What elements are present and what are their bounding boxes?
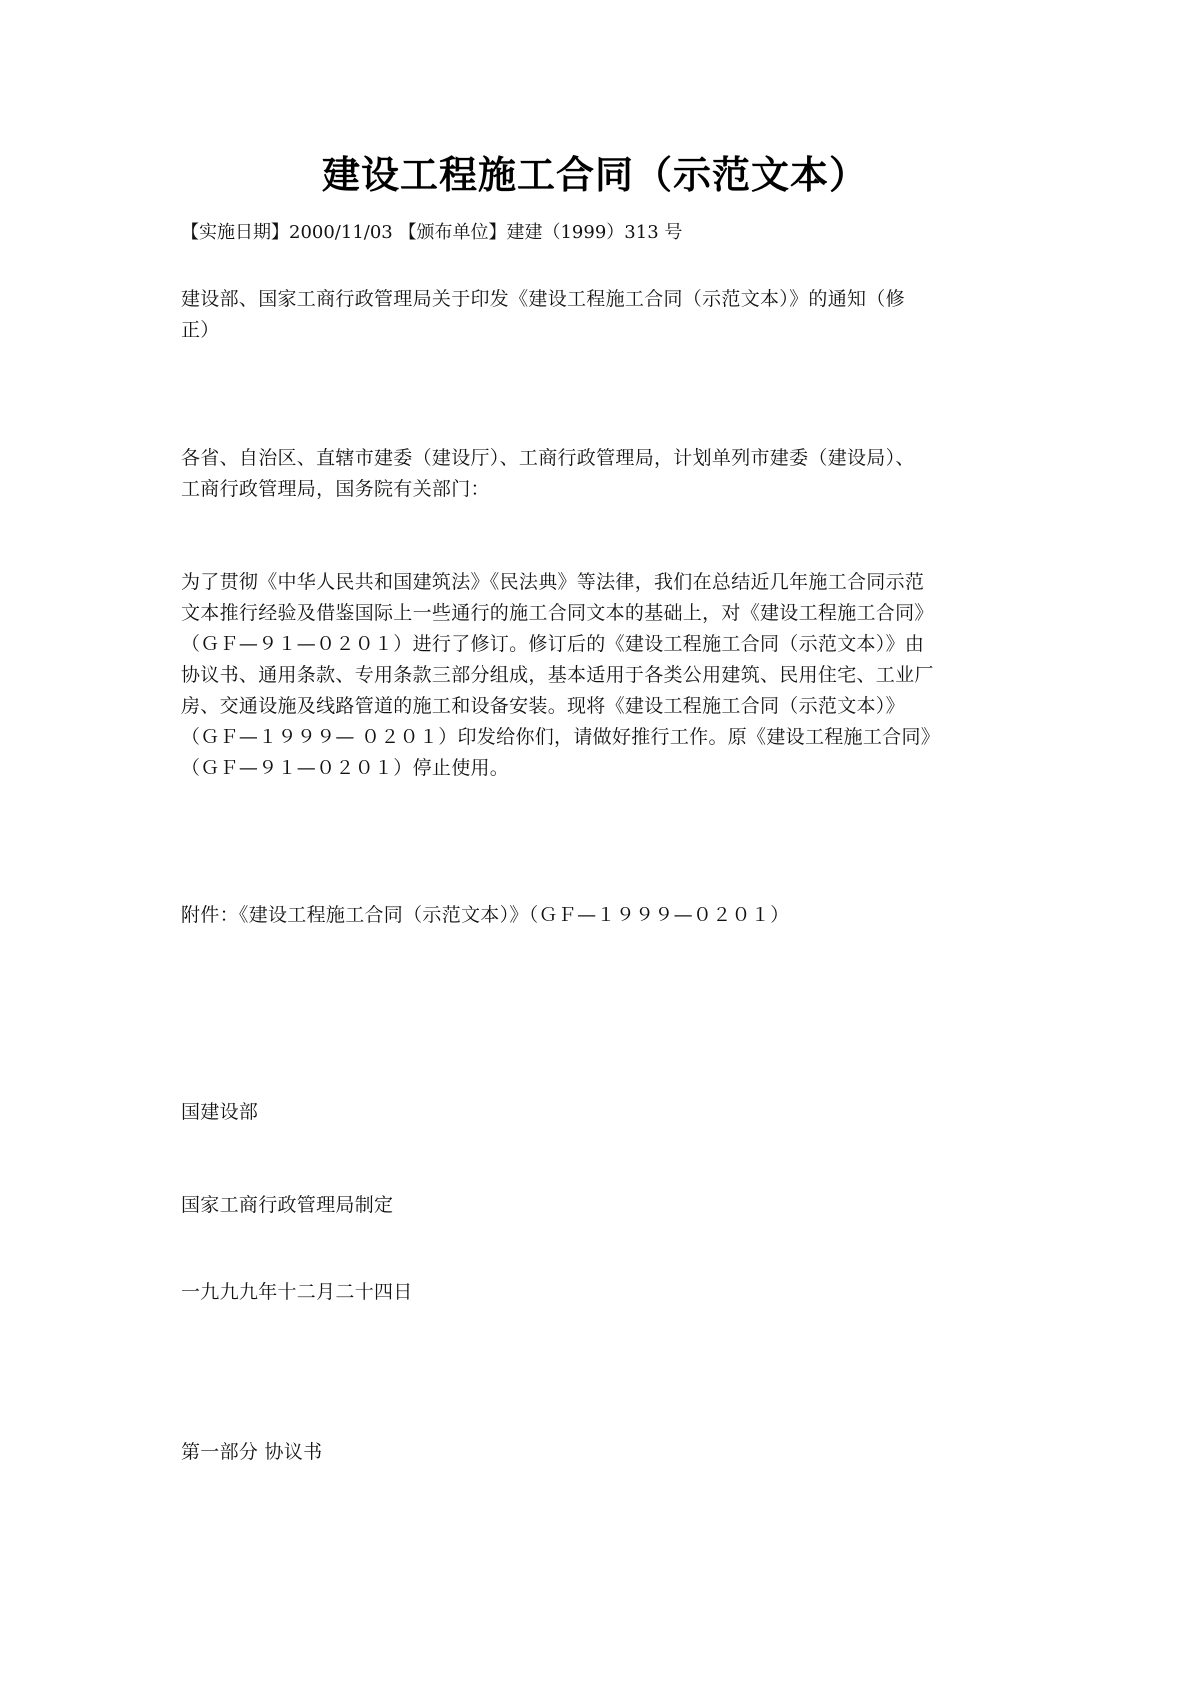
body-line: （ＧＦ—９１—０２０１）停止使用。 xyxy=(181,757,510,779)
document-title: 建设工程施工合同（示范文本） xyxy=(321,152,868,197)
document-meta xyxy=(181,220,682,246)
body-line: （ＧＦ—９１—０２０１）进行了修订。修订后的《建设工程施工合同（示范文本）》由 xyxy=(181,633,925,655)
signature-ministry-text: 国建设部 xyxy=(181,1101,259,1123)
body-line: 文本推行经验及借鉴国际上一些通行的施工合同文本的基础上，对《建设工程施工合同》 xyxy=(181,602,934,624)
part-heading-text: 第一部分 协议书 xyxy=(181,1441,323,1463)
notice-heading-line: 建设部、国家工商行政管理局关于印发《建设工程施工合同（示范文本）》的通知（修 xyxy=(181,288,905,310)
notice-heading xyxy=(181,284,1013,346)
effective-date-label: 【实施日期】 xyxy=(181,222,289,243)
signature-date-text: 一九九九年十二月二十四日 xyxy=(181,1281,413,1303)
notice-heading-line: 正） xyxy=(181,319,220,341)
issuer-value: 建建（1999）313 号 xyxy=(506,222,683,243)
addressees-line: 各省、自治区、直辖市建委（建设厅）、工商行政管理局，计划单列市建委（建设局）、 xyxy=(181,447,915,469)
addressees-paragraph xyxy=(181,443,1013,505)
part-heading xyxy=(181,1437,1013,1468)
signature-administration-text: 国家工商行政管理局制定 xyxy=(181,1194,394,1216)
body-paragraph xyxy=(181,567,1013,784)
effective-date-value: 2000/11/03 xyxy=(289,222,393,243)
attachment-line xyxy=(181,900,1013,931)
body-line: （ＧＦ—１９９９— ０２０１）印发给你们，请做好推行工作。原《建设工程施工合同》 xyxy=(181,726,941,748)
signature-ministry xyxy=(181,1097,1013,1128)
body-line: 协议书、通用条款、专用条款三部分组成，基本适用于各类公用建筑、民用住宅、工业厂 xyxy=(181,664,934,686)
signature-administration xyxy=(181,1190,1013,1221)
issuer-label: 【颁布单位】 xyxy=(398,222,507,243)
addressees-line: 工商行政管理局，国务院有关部门： xyxy=(181,478,490,500)
body-line: 房、交通设施及线路管道的施工和设备安装。现将《建设工程施工合同（示范文本）》 xyxy=(181,695,905,717)
attachment-text: 附件：《建设工程施工合同（示范文本）》（ＧＦ—１９９９—０２０１） xyxy=(181,904,790,926)
signature-date xyxy=(181,1277,1013,1308)
body-line: 为了贯彻《中华人民共和国建筑法》《民法典》等法律，我们在总结近几年施工合同示范 xyxy=(181,571,925,593)
